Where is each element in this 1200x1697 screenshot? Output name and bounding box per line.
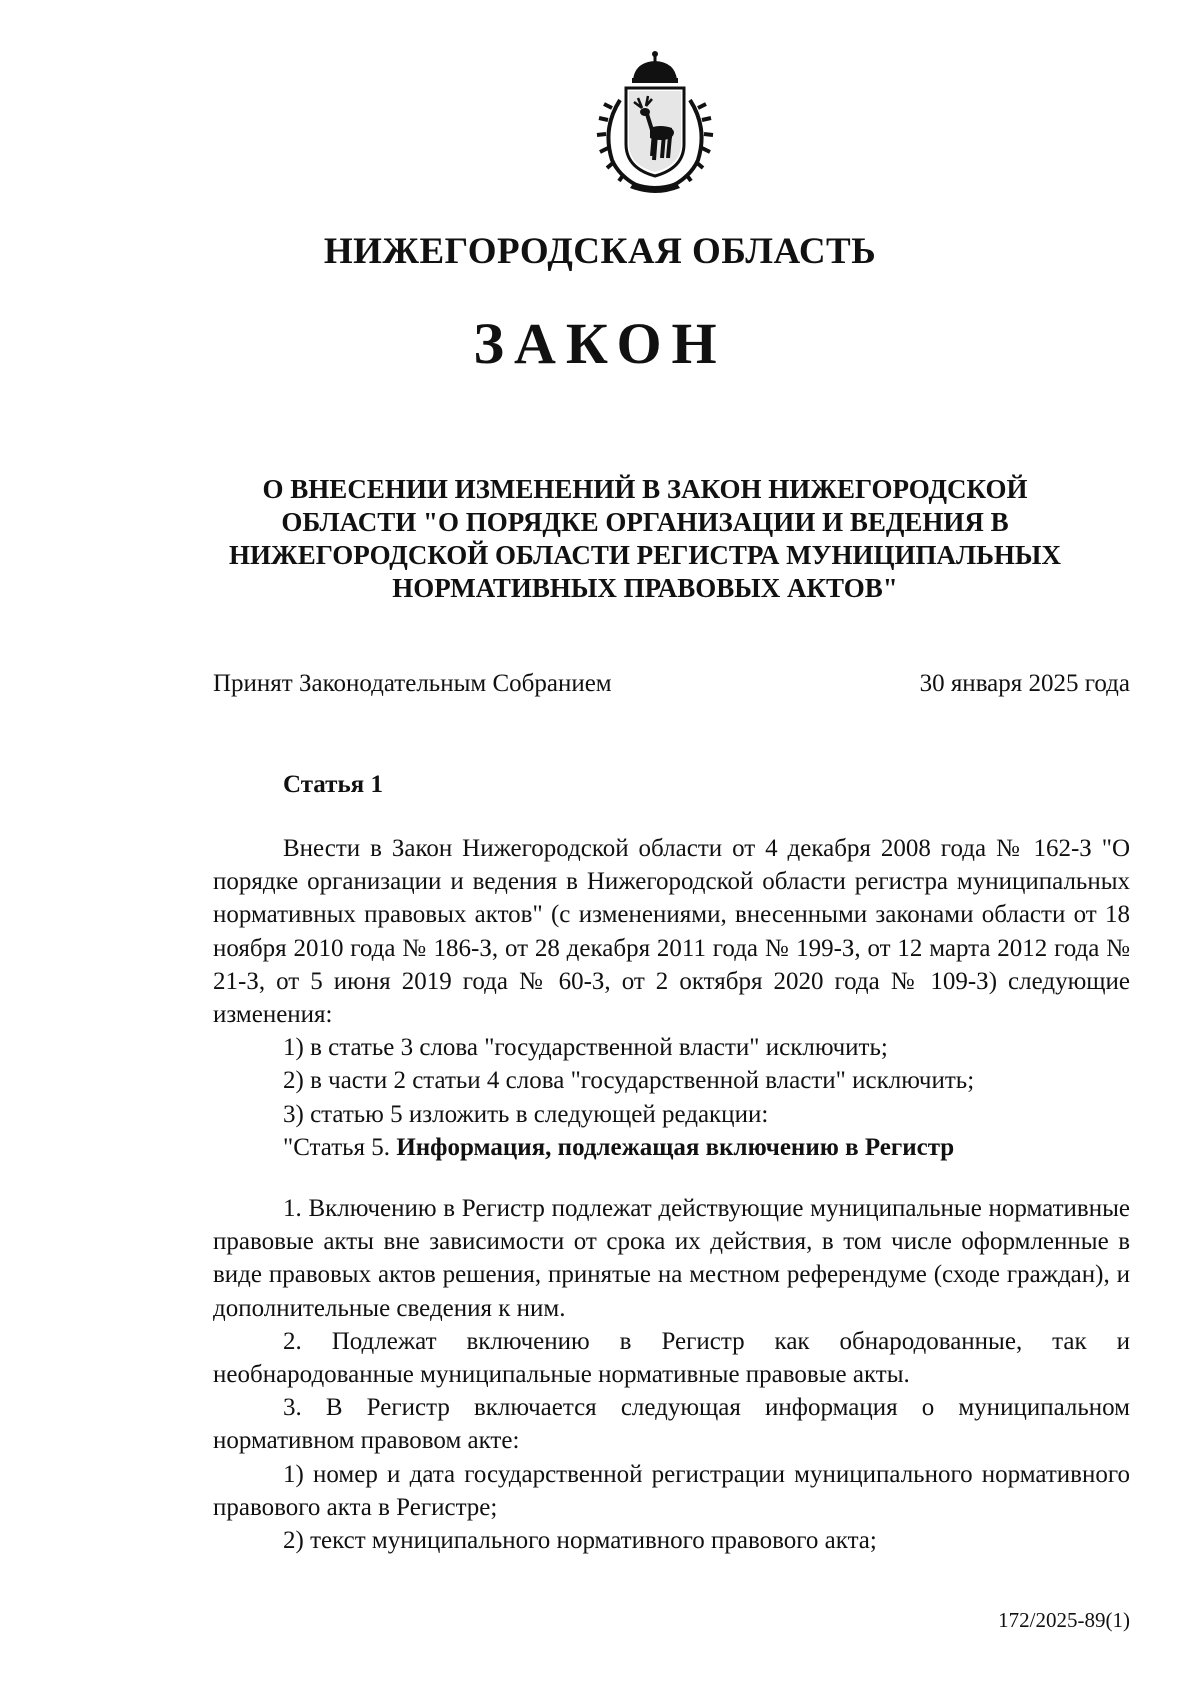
adoption-label: Принят Законодательным Собранием bbox=[213, 670, 612, 697]
clause-subitem: 2) текст муниципального нормативного правового акта; bbox=[283, 1527, 877, 1555]
document-code: 172/2025-89(1) bbox=[998, 1608, 1130, 1632]
law-title-line: НОРМАТИВНЫХ ПРАВОВЫХ АКТОВ" bbox=[392, 573, 898, 603]
document-type: ЗАКОН bbox=[473, 311, 727, 376]
article-heading: Статья 1 bbox=[283, 771, 383, 798]
new-article-prefix: "Статья 5. bbox=[283, 1133, 397, 1161]
law-title-line: ОБЛАСТИ "О ПОРЯДКЕ ОРГАНИЗАЦИИ И ВЕДЕНИЯ В bbox=[281, 507, 1009, 537]
adoption-date: 30 января 2025 года bbox=[919, 670, 1130, 697]
amendment-item: 1) в статье 3 слова "государственной власти" исключить; bbox=[283, 1034, 888, 1062]
region-title: НИЖЕГОРОДСКАЯ ОБЛАСТЬ bbox=[323, 231, 877, 272]
law-title bbox=[200, 473, 1090, 605]
article-intro-paragraph: Внести в Закон Нижегородской области от 4 декабря 2008 года № 162-З "О порядке организации и ведения в Нижегородской области регистра муниципальных нормативных правовых актов" (с изменениями, внесенными законами области от 18 ноября 2010 года № 186-З, от 28 декабря 2011 года № 199-З, от 12 марта 2012 года № 21-З, от 5 июня 2019 года № 60-З, от 2 октября 2020 года № 109-З) следующие изменения: bbox=[213, 835, 1130, 1029]
spacer bbox=[213, 1164, 1130, 1192]
clause-paragraph: 3. В Регистр включается следующая информация о муниципальном нормативном правовом акте: bbox=[213, 1394, 1130, 1455]
amendment-item: 2) в части 2 статьи 4 слова "государственной власти" исключить; bbox=[283, 1067, 975, 1095]
clause-subitem: 1) номер и дата государственной регистрации муниципального нормативного правового акта в Регистре; bbox=[213, 1460, 1130, 1521]
coat-of-arms-icon bbox=[590, 48, 720, 198]
adoption-line bbox=[213, 670, 1130, 698]
new-article-title: Информация, подлежащая включению в Регистр bbox=[396, 1133, 955, 1161]
new-article-heading bbox=[213, 1131, 1130, 1164]
clause-paragraph: 1. Включению в Регистр подлежат действующие муниципальные нормативные правовые акты вне зависимости от срока их действия, в том числе оформленные в виде правовых актов решения, принятые на местном референдуме (сходе граждан), и дополнительные сведения к ним. bbox=[213, 1195, 1130, 1322]
law-title-line: НИЖЕГОРОДСКОЙ ОБЛАСТИ РЕГИСТРА МУНИЦИПАЛЬНЫХ bbox=[229, 540, 1061, 570]
article-body bbox=[213, 832, 1130, 1557]
amendment-item: 3) статью 5 изложить в следующей редакции: bbox=[283, 1100, 769, 1128]
clause-paragraph: 2. Подлежат включению в Регистр как обнародованные, так и необнародованные муниципальные нормативные правовые акты. bbox=[213, 1327, 1130, 1389]
law-title-line: О ВНЕСЕНИИ ИЗМЕНЕНИЙ В ЗАКОН НИЖЕГОРОДСКОЙ bbox=[262, 474, 1028, 504]
